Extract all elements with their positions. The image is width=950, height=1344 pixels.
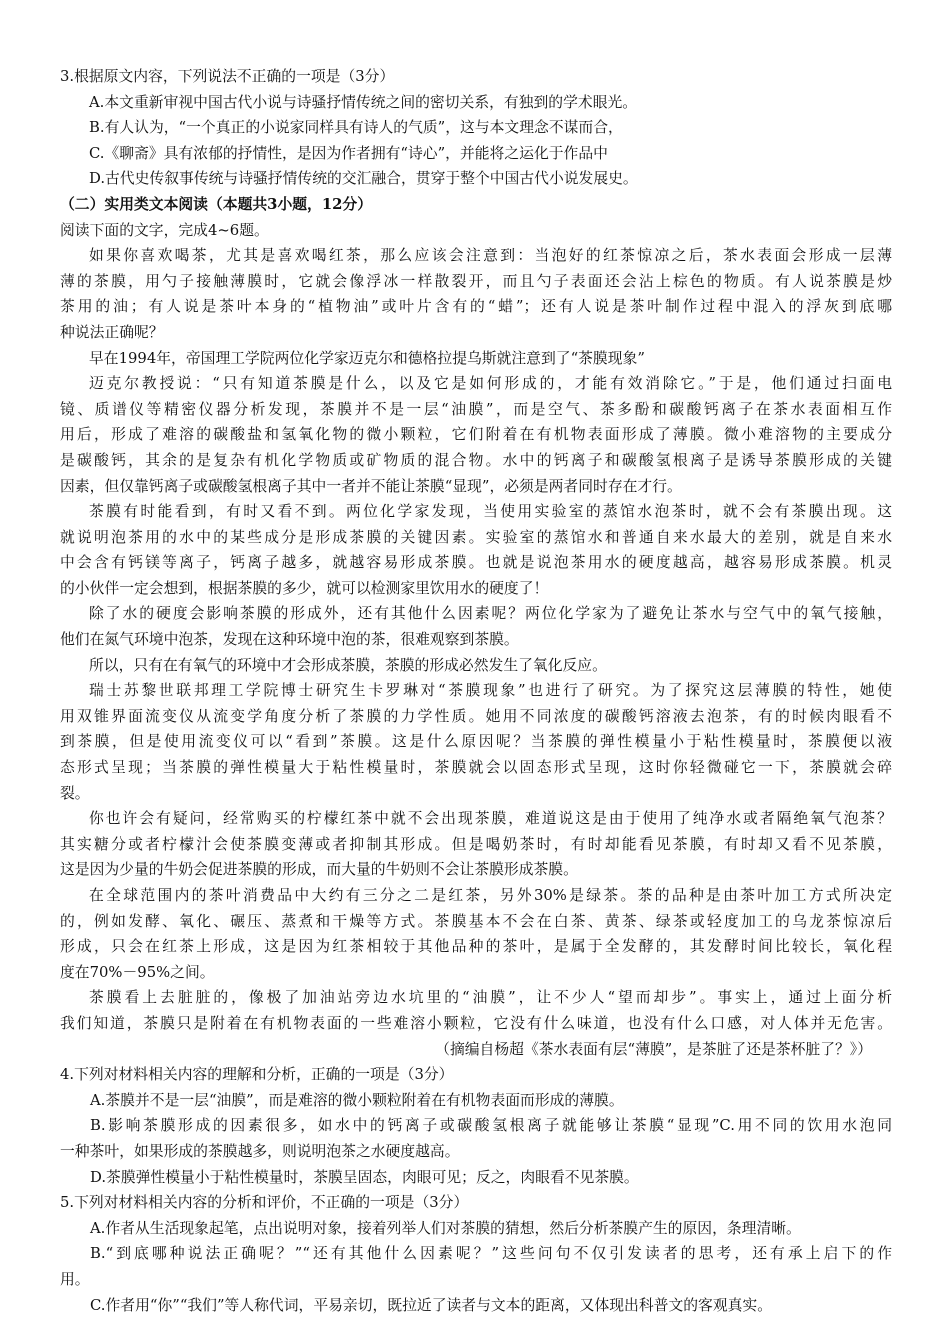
passage-line: 这是因为少量的牛奶会促进茶膜的形成，而大量的牛奶则不会让茶膜形成茶膜。 <box>60 861 578 879</box>
q3-option-d: D.古代史传叙事传统与诗骚抒情传统的交汇融合，贯穿于整个中国古代小说发展史。 <box>89 170 638 188</box>
passage-line: 中会含有钙镁等离子，钙离子越多，就越容易形成茶膜。也就是说泡茶用水的硬度越高，越容易形成茶膜。机灵 <box>60 554 892 572</box>
passage <box>60 243 892 1062</box>
passage-line: 瑞士苏黎世联邦理工学院博士研究生卡罗琳对“茶膜现象”也进行了研究。为了探究这层薄膜的特性，她使 <box>89 682 892 700</box>
passage-line: 如果你喜欢喝茶，尤其是喜欢喝红茶，那么应该会注意到：当泡好的红茶惊凉之后，茶水表面会形成一层薄 <box>89 247 892 265</box>
passage-line: 茶膜看上去脏脏的，像极了加油站旁边水坑里的“油膜”，让不少人“望而却步”。事实上，通过上面分析 <box>89 989 892 1007</box>
q5-option-a: A.作者从生活现象起笔，点出说明对象，接着列举人们对茶膜的猜想，然后分析茶膜产生的原因，条理清晰。 <box>90 1219 801 1237</box>
q5-stem: 5.下列对材料相关内容的分析和评价，不正确的一项是（3分） <box>60 1194 469 1212</box>
passage-line: 其实糖分或者柠檬汁会使茶膜变薄或者抑制其形成。但是喝奶茶时，有时却能看见茶膜，有时却又看不见茶膜， <box>60 835 892 853</box>
q3-option-a: A.本文重新审视中国古代小说与诗骚抒情传统之间的密切关系，有独到的学术眼光。 <box>89 93 638 111</box>
passage-line: 因素，但仅靠钙离子或碳酸氢根离子其中一者并不能让茶膜“显现”，必须是两者同时存在才行。 <box>60 477 682 495</box>
passage-line: 的小伙伴一定会想到，根据茶膜的多少，就可以检测家里饮用水的硬度了！ <box>60 579 549 597</box>
q4-option-c-cont: 一种茶叶，如果形成的茶膜越多，则说明泡茶之水硬度越高。 <box>60 1142 460 1160</box>
section-title: （二）实用类文本阅读（本题共3小题，12分） <box>60 195 373 213</box>
passage-line: 裂。 <box>60 784 90 802</box>
q4-option-b-c: B.影响茶膜形成的因素很多，如水中的钙离子或碳酸氢根离子就能够让茶膜“显现”C.用不同的饮用水泡同 <box>90 1117 892 1135</box>
passage-line: 茶用的油；有人说是茶叶本身的“植物油”或叶片含有的“蜡”；还有人说是茶叶制作过程中混入的浮灰到底哪 <box>60 298 892 316</box>
passage-line: 除了水的硬度会影响茶膜的形成外，还有其他什么因素呢？两位化学家为了避免让茶水与空气中的氧气接触， <box>89 605 892 623</box>
passage-line: 用双锥界面流变仪从流变学角度分析了茶膜的力学性质。她用不同浓度的碳酸钙溶液去泡茶，有的时候肉眼看不 <box>60 707 892 725</box>
passage-line: 你也许会有疑问，经常购买的柠檬红茶中就不会出现茶膜，难道说这是由于使用了纯净水或者隔绝氧气泡茶？ <box>89 810 892 828</box>
passage-line: 我们知道，茶膜只是附着在有机物表面的一些难溶小颗粒，它没有什么味道，也没有什么口感，对人体并无危害。 <box>60 1014 892 1032</box>
q4-option-d: D.茶膜弹性模量小于粘性模量时，茶膜呈固态，肉眼可见；反之，肉眼看不见茶膜。 <box>90 1168 639 1186</box>
passage-line: 种说法正确呢？ <box>60 323 164 341</box>
passage-line: 薄的茶膜，用勺子接触薄膜时，它就会像浮冰一样散裂开，而且勺子表面还会沾上棕色的物质。有人说茶膜是炒 <box>60 272 892 290</box>
passage-source: （摘编自杨超《茶水表面有层“薄膜”，是茶脏了还是茶杯脏了？》） <box>435 1040 872 1058</box>
section-instruction: 阅读下面的文字，完成4~6题。 <box>60 221 269 239</box>
passage-line: 在全球范围内的茶叶消费品中大约有三分之二是红茶，另外30%是绿茶。茶的品种是由茶叶加工方式所决定 <box>89 887 892 904</box>
q5-option-b: B.“到底哪种说法正确呢？”“还有其他什么因素呢？”这些问句不仅引发读者的思考，还有承上启下的作 <box>90 1245 892 1263</box>
q5-option-c: C.作者用“你”“我们”等人称代词，平易亲切，既拉近了读者与文本的距离，又体现出科普文的客观真实。 <box>90 1296 773 1314</box>
exam-page <box>60 64 892 1318</box>
passage-line: 度在70%－95%之间。 <box>60 963 215 981</box>
q3-stem: 3.根据原文内容，下列说法不正确的一项是（3分） <box>60 68 395 85</box>
passage-line: 所以，只有在有氧气的环境中才会形成茶膜，茶膜的形成必然发生了氧化反应。 <box>89 656 607 674</box>
passage-line: 形成，只会在红茶上形成，这是因为红茶相较于其他品种的茶叶，是属于全发酵的，其发酵时间比较长，氧化程 <box>60 938 892 956</box>
passage-line: 迈克尔教授说：“只有知道茶膜是什么，以及它是如何形成的，才能有效消除它。”于是，他们通过扫面电 <box>89 375 892 393</box>
q3-option-c: C.《聊斋》具有浓郁的抒情性，是因为作者拥有“诗心”，并能将之运化于作品中 <box>89 144 608 162</box>
passage-line: 是碳酸钙，其余的是复杂有机化学物质或矿物质的混合物。水中的钙离子和碳酸氢根离子是诱导茶膜形成的关键 <box>60 451 892 469</box>
passage-line: 镜、质谱仪等精密仪器分析发现，茶膜并不是一层“油膜”，而是空气、茶多酚和碳酸钙离子在茶水表面相互作 <box>60 400 892 418</box>
q5-option-b-cont: 用。 <box>60 1270 90 1288</box>
passage-line: 用后，形成了难溶的碳酸盐和氢氧化物的微小颗粒，它们附着在有机物表面形成了薄膜。微小难溶物的主要成分 <box>60 426 892 444</box>
passage-line: 就说明泡茶用的水中的某些成分是形成茶膜的关键因素。实验室的蒸馆水和普通自来水最大的差别，就是自来水 <box>60 528 892 546</box>
q4-stem: 4.下列对材料相关内容的理解和分析，正确的一项是（3分） <box>60 1066 454 1084</box>
passage-line: 到茶膜，但是使用流变仪可以“看到”茶膜。这是什么原因呢？当茶膜的弹性模量小于粘性模量时，茶膜便以液 <box>60 733 892 751</box>
passage-line: 的，例如发酵、氧化、碾压、蒸煮和干燥等方式。茶膜基本不会在白茶、黄茶、绿茶或轻度加工的乌龙茶惊凉后 <box>60 912 892 930</box>
q3-option-b: B.有人认为，“一个真正的小说家同样具有诗人的气质”，这与本文理念不谋而合， <box>89 119 623 137</box>
passage-line: 态形式呈现；当茶膜的弹性模量大于粘性模量时，茶膜就会以固态形式呈现，这时你轻微碰它一下，茶膜就会碎 <box>60 759 892 777</box>
passage-line: 茶膜有时能看到，有时又看不到。两位化学家发现，当使用实验室的蒸馆水泡茶时，就不会有茶膜出现。这 <box>89 503 892 521</box>
q4-option-a: A.茶膜并不是一层“油膜”，而是难溶的微小颗粒附着在有机物表面而形成的薄膜。 <box>90 1091 624 1109</box>
passage-line: 早在1994年，帝国理工学院两位化学家迈克尔和德格拉提乌斯就注意到了“茶膜现象” <box>89 349 645 367</box>
passage-line: 他们在氮气环境中泡茶，发现在这种环境中泡的茶，很难观察到茶膜。 <box>60 631 519 649</box>
